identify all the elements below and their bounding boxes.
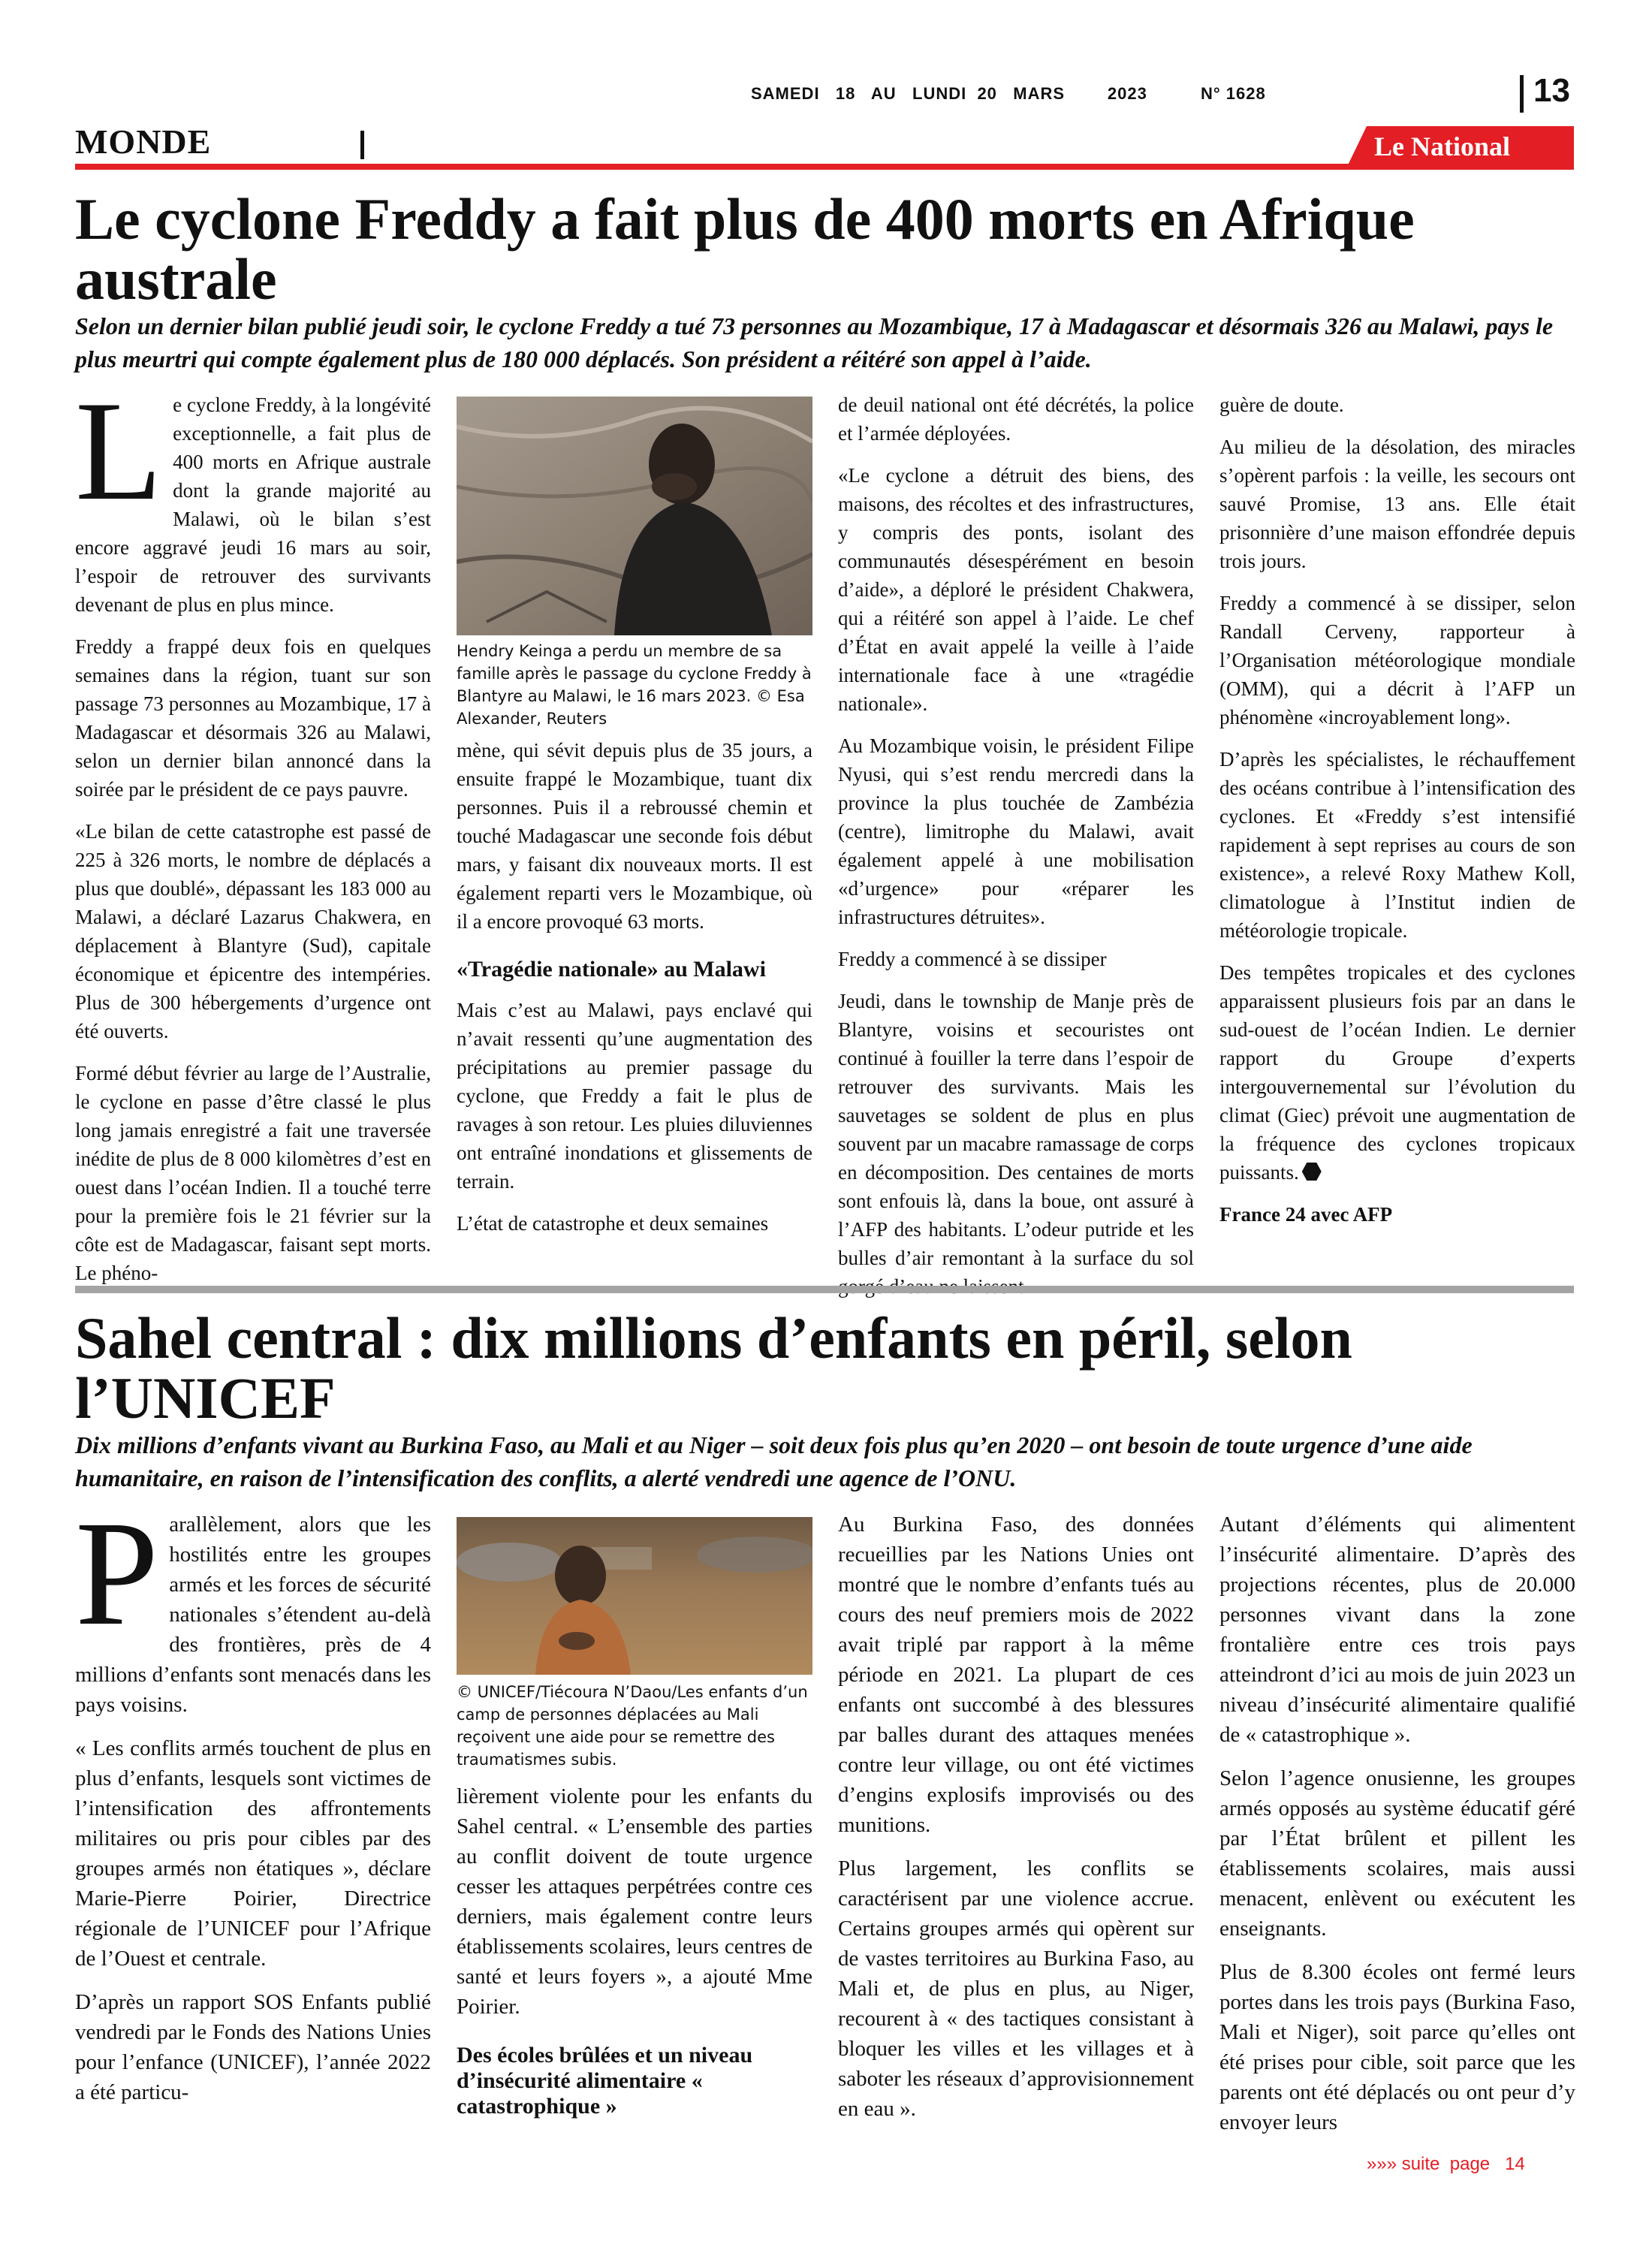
article2-paragraph: Plus largement, les conflits se caractérisent par une violence accrue. Certains groupes armés qui opèrent sur de vastes territoires au Burkina Faso, au Mali et, de plus en plus, au Niger, recourent à « des tactiques consistant à bloquer les villes et les villages et à saboter les réseaux d’approvisionnement en eau ». <box>838 1856 1194 2121</box>
end-of-article-icon <box>1302 1163 1322 1181</box>
article2-photo <box>457 1517 812 1675</box>
article1-paragraph: Au Mozambique voisin, le président Filipe Nyusi, qui s’est rendu mercredi dans la province la plus touchée de Zambézia (centre), limitrophe du Malawi, avait également appelé à une mobilisation «d’urgence» pour «réparer les infrastructures détruites». <box>838 734 1194 928</box>
article2-paragraph: Plus de 8.300 écoles ont fermé leurs portes dans les trois pays (Burkina Faso, Mali et Niger), soit parce qu’elles ont été prises pour cible, soit parce que les parents ont été déplacés ou ont peur d’y envoyer leurs <box>1219 1960 1575 2134</box>
article1-title: Le cyclone Freddy a fait plus de 400 morts en Afrique australe <box>75 186 1415 312</box>
article1-paragraph: D’après les spécialistes, le réchauffement des océans contribue à l’intensification des cyclones. Et «Freddy s’est intensifié rapidement à sept reprises au cours de son existence», a relevé Roxy Mathew Koll, climatologue à l’Institut indien de météorologie tropicale. <box>1219 748 1575 942</box>
article2-paragraph: Selon l’agence onusienne, les groupes armés opposés au système éducatif géré par l’État brûlent et pillent les établissements scolaires, mais aussi menacent, enlèvent ou exécutent les enseignants. <box>1219 1766 1575 1941</box>
article-separator <box>75 1286 1574 1293</box>
article2-photo-caption: © UNICEF/Tiécoura N’Daou/Les enfants d’un camp de personnes déplacées au Mali reçoivent une aide pour se remettre des traumatismes subis. <box>457 1683 808 1769</box>
article2-chapo: Dix millions d’enfants vivant au Burkina Faso, au Mali et au Niger – soit deux fois plus qu’en 2020 – ont besoin de toute urgence d’une aide humanitaire, en raison de l’intensification des conflits, a alerté vendredi une agence de l’ONU. <box>75 1431 1473 1491</box>
article2-paragraph: D’après un rapport SOS Enfants publié vendredi par le Fonds des Nations Unies pour l’enfance (UNICEF), l’année 2022 a été particu- <box>75 1990 431 2104</box>
article1-paragraph: Freddy a commencé à se dissiper <box>838 948 1107 970</box>
article1-paragraph: Au milieu de la désolation, des miracles s’opèrent parfois : la veille, les secours ont sauvé Promise, 13 ans. Elle était prisonnière d’une maison effondrée depuis trois jours. <box>1219 436 1575 572</box>
article1-paragraph: guère de doute. <box>1219 394 1344 416</box>
displaced-child-image <box>457 1517 812 1675</box>
article1-credit: France 24 avec AFP <box>1219 1203 1393 1226</box>
article2-paragraph: lièrement violente pour les enfants du Sahel central. « L’ensemble des parties au conflit doivent de toute urgence cesser les attaques perpétrées contre ces derniers, mais également contre leurs établissements scolaires, leurs centres de santé et leurs foyers », a ajouté Mme Poirier. <box>457 1784 812 2019</box>
article1-column-1 <box>75 372 431 1301</box>
article2-paragraph: Autant d’éléments qui alimentent l’insécurité alimentaire. D’après des projections récentes, plus de 20.000 personnes vivant dans la zone frontalière entre ces trois pays atteindront d’ici au mois de juin 2023 un niveau d’insécurité alimentaire qualifié de « catastrophique ». <box>1219 1513 1575 1747</box>
article1-chapo: Selon un dernier bilan publié jeudi soir, le cyclone Freddy a tué 73 personnes au Mozambique, 17 à Madagascar et désormais 326 au Malawi, pays le plus meurtri qui compte également plus de 180 000 déplacés. Son président a réitéré son appel à l’aide. <box>75 312 1554 372</box>
article1-paragraph: e cyclone Freddy, à la longévité exceptionnelle, a fait plus de 400 morts en Afrique australe dont la grande majorité au Malawi, où le bilan s’est encore aggravé jeudi 16 mars au soir, l’espoir de retrouver des survivants devenant de plus en plus mince. <box>75 394 431 616</box>
article2-column-2 <box>457 1781 812 2133</box>
page-number: 13 <box>1533 72 1570 109</box>
article1-paragraph: L’état de catastrophe et deux semaines <box>457 1212 769 1235</box>
article1-column-2 <box>457 736 812 1251</box>
continued-on-page-link[interactable]: »»» suite page 14 <box>1367 2154 1525 2174</box>
article1-photo <box>457 397 812 635</box>
article1-paragraph: Freddy a commencé à se dissiper, selon Randall Cerveny, rapporteur à l’Organisation météorologique mondiale (OMM), qui a décrit à l’AFP un phénomène «incroyablement long». <box>1219 592 1575 728</box>
cyclone-survivor-image <box>457 397 812 635</box>
article2-dropcap: P <box>75 1491 159 1657</box>
article1-paragraph: Jeudi, dans le township de Manje près de Blantyre, voisins et secouristes ont continué à fouiller la terre dans l’espoir de retrouver des survivants. Mais les sauvetages se soldent de plus en plus souvent par un macabre ramassage de corps en décomposition. Des centaines de morts sont enfouis là, dans la boue, ont assuré à l’AFP des habitants. L’odeur putride et les bulles d’air remontant à la surface du sol <box>838 990 1194 1269</box>
article1-photo-caption: Hendry Keinga a perdu un membre de sa famille après le passage du cyclone Freddy à Blantyre au Malawi, le 16 mars 2023. © Esa Alexander, Reuters <box>457 642 812 728</box>
article1-paragraph: «Le cyclone a détruit des biens, des maisons, des récoltes et des infrastructures, y compris des ponts, isolant des communautés désespérément en besoin d’aide», a déploré le président Chakwera, qui a réitéré son appel à l’aide. Le chef d’État en avait appelé la veille à l’aide internationale face à une «tragédie nationale». <box>838 464 1194 715</box>
issue-date: SAMEDI 18 AU LUNDI 20 MARS 2023 N° 1628 <box>751 84 1266 103</box>
article2-paragraph: arallèlement, alors que les hostilités entre les groupes armés et les forces de sécurité nationales s’étendent au-delà des frontières, près de 4 millions d’enfants sont menacés dans les pays voisins. <box>75 1513 431 1717</box>
article1-paragraph-text: Des tempêtes tropicales et des cyclones apparaissent plusieurs fois par an dans le sud-ouest de l’océan Indien. Le dernier rapport du Groupe d’experts intergouvernemental sur l’évolution du climat (Giec) prévoit une augmentation de la fréquence des cyclones tropicaux puissants. <box>1219 961 1575 1184</box>
article2-paragraph: Au Burkina Faso, des données recueillies par les Nations Unies ont montré que le nombre d’enfants tués au cours des neuf premiers mois de 2022 avait triplé par rapport à la même période en 2021. La plupart de ces enfants ont succombé à des blessures par balles durant des attaques menées contre leur village, ou ont été victimes d’engins explosifs improvisés ou des munitions. <box>838 1513 1194 1837</box>
article1-subheading: «Tragédie nationale» au Malawi <box>457 957 766 982</box>
article1-paragraph <box>1219 958 1575 1187</box>
article2-column-3 <box>838 1510 1194 2137</box>
article2-subheading: Des écoles brûlées et un niveau d’insécurité alimentaire « catastrophique » <box>457 2043 753 2119</box>
section-title: MONDE <box>75 122 212 161</box>
article1-paragraph: Formé début février au large de l’Australie, le cyclone en passe d’être classé le plus long jamais enregistré a fait une traversée inédite de plus de 8 000 kilomètres d’est en ouest dans l’océan Indien. Il a touché terre pour la première fois le 21 février sur la côte est de Madagascar, faisant sept morts. Le phéno- <box>75 1062 431 1284</box>
article1-paragraph: Mais c’est au Malawi, pays enclavé qui n’avait ressenti qu’une augmentation des précipitations au premier passage du cyclone, que Freddy a fait le plus de ravages à son retour. Les pluies diluviennes ont entraîné inondations et glissements de terrain. <box>457 999 812 1193</box>
article2-paragraph: « Les conflits armés touchent de plus en plus d’enfants, lesquels sont victimes de l’intensification des affrontements militaires ou pris pour cibles par des groupes armés non étatiques », déclare Marie-Pierre Poirier, Directrice régionale de l’UNICEF pour l’Afrique de l’Ouest et centrale. <box>75 1736 431 1971</box>
article1-paragraph: mène, qui sévit depuis plus de 35 jours, a ensuite frappé le Mozambique, tuant dix personnes. Puis il a rebroussé chemin et touché Madagascar une seconde fois début mars, y faisant dix nouveaux morts. Il est également reparti vers le Mozambique, où il a encore provoqué 63 morts. <box>457 739 812 933</box>
article1-paragraph: Freddy a frappé deux fois en quelques semaines dans la région, tuant sur son passage 73 personnes au Mozambique, 17 à Madagascar et désormais 326 au Malawi, selon un dernier bilan annoncé dans la soirée par le président de ce pays pauvre. <box>75 635 431 801</box>
article1-dropcap: L <box>75 372 163 530</box>
article1-column-3 <box>838 391 1194 1314</box>
article2-column-4 <box>1219 1510 1575 2151</box>
article1-paragraph: «Le bilan de cette catastrophe est passé de 225 à 326 morts, le nombre de déplacés a plus que doublé», dépassant les 183 000 au Malawi, a déclaré Lazarus Chakwera, en déplacement à Blantyre (Sud), capitale économique et épicentre des intempéries. Plus de 300 hébergements d’urgence ont été ouverts. <box>75 820 431 1042</box>
article1-paragraph: de deuil national ont été décrétés, la police et l’armée déployées. <box>838 394 1194 445</box>
article1-column-4 <box>1219 391 1575 1242</box>
header-divider <box>1520 75 1524 113</box>
article2-column-1 <box>75 1491 431 2121</box>
article2-title: Sahel central : dix millions d’enfants en péril, selon l’UNICEF <box>75 1305 1352 1431</box>
section-divider <box>360 131 364 159</box>
newspaper-name: Le National <box>1374 131 1511 161</box>
